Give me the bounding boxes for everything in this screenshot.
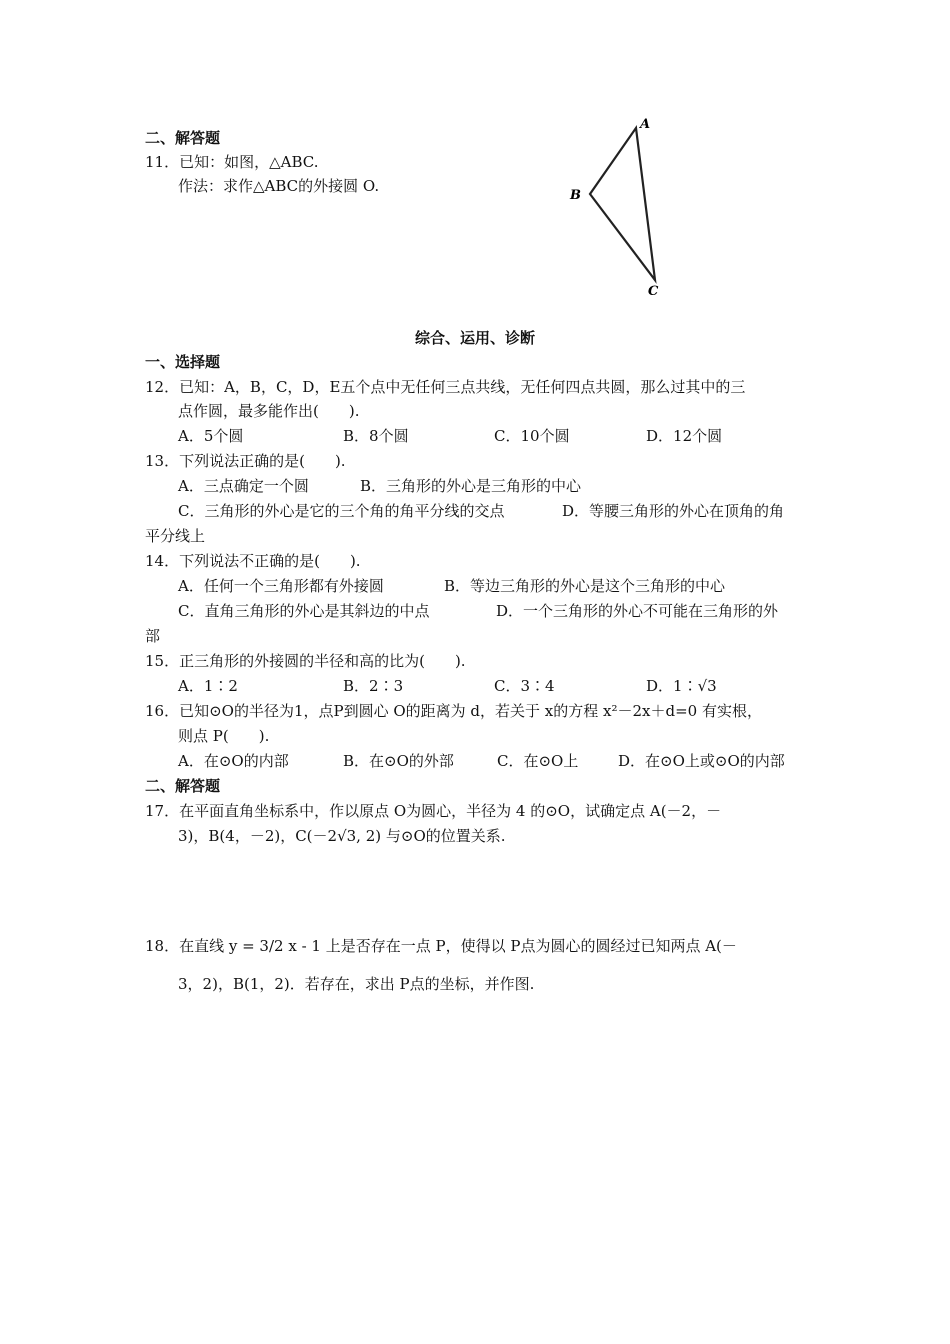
q14-option-b: B．等边三角形的外心是这个三角形的中心 [444, 577, 726, 595]
q14-option-d: D．一个三角形的外心不可能在三角形的外 [496, 602, 779, 620]
q14-option-c: C．直角三角形的外心是其斜边的中点 [178, 602, 430, 620]
q14-line1: 14．下列说法不正确的是( ). [145, 552, 361, 570]
q13-option-a: A．三点确定一个圆 [178, 477, 309, 495]
q18-line1: 18．在直线 y = 3/2 x - 1 上是否存在一点 P，使得以 P点为圆心的圆经过已知两点 A(－ [145, 937, 737, 955]
q11-line2: 作法：求作△ABC的外接圆 O. [178, 177, 380, 195]
q13-option-c: C．三角形的外心是它的三个角的角平分线的交点 [178, 502, 505, 520]
triangle-outline [590, 128, 655, 280]
q16-option-b: B．在⊙O的外部 [343, 752, 454, 770]
q13-option-b: B．三角形的外心是三角形的中心 [360, 477, 582, 495]
q15-option-b: B．2∶3 [343, 677, 404, 695]
section-title-answer-2: 二、解答题 [145, 777, 221, 795]
q12-line2: 点作圆，最多能作出( ). [178, 402, 360, 420]
q16-line2: 则点 P( ). [178, 727, 270, 745]
q15-line1: 15．正三角形的外接圆的半径和高的比为( ). [145, 652, 466, 670]
triangle-abc-figure [560, 110, 670, 300]
q12-option-b: B．8个圆 [343, 427, 409, 445]
q18-line2: 3，2)，B(1，2)．若存在，求出 P点的坐标，并作图. [178, 975, 535, 993]
vertex-label-a: A [640, 117, 651, 132]
q15-option-a: A．1∶2 [178, 677, 238, 695]
q16-option-c: C．在⊙O上 [497, 752, 579, 770]
q13-option-d: D．等腰三角形的外心在顶角的角 [562, 502, 785, 520]
q12-option-c: C．10个圆 [494, 427, 570, 445]
q13-option-d-continued: 平分线上 [145, 527, 206, 545]
q14-option-d-continued: 部 [145, 627, 161, 645]
q12-line1: 12．已知：A，B，C，D，E五个点中无任何三点共线，无任何四点共圆，那么过其中的三 [145, 378, 746, 396]
q14-option-a: A．任何一个三角形都有外接圆 [178, 577, 384, 595]
q15-option-d: D．1∶√3 [646, 677, 717, 695]
q15-option-c: C．3∶4 [494, 677, 555, 695]
q16-option-a: A．在⊙O的内部 [178, 752, 289, 770]
q12-option-a: A．5个圆 [178, 427, 244, 445]
q16-option-d: D．在⊙O上或⊙O的内部 [618, 752, 785, 770]
section-title-answer: 二、解答题 [145, 129, 221, 147]
q12-option-d: D．12个圆 [646, 427, 723, 445]
q13-line1: 13．下列说法正确的是( ). [145, 452, 346, 470]
q17-line2: 3)，B(4，－2)，C(－2√3, 2) 与⊙O的位置关系. [178, 827, 506, 845]
main-heading: 综合、运用、诊断 [414, 329, 535, 347]
vertex-label-b: B [570, 188, 581, 203]
q11-line1: 11．已知：如图，△ABC. [145, 153, 319, 171]
section-title-choice: 一、选择题 [145, 353, 221, 371]
q16-line1: 16．已知⊙O的半径为1，点P到圆心 O的距离为 d，若关于 x的方程 x²－2x＋d=0 有实根， [145, 702, 762, 720]
vertex-label-c: C [648, 284, 659, 299]
q17-line1: 17．在平面直角坐标系中，作以原点 O为圆心，半径为 4 的⊙O，试确定点 A(－2，－ [145, 802, 722, 820]
